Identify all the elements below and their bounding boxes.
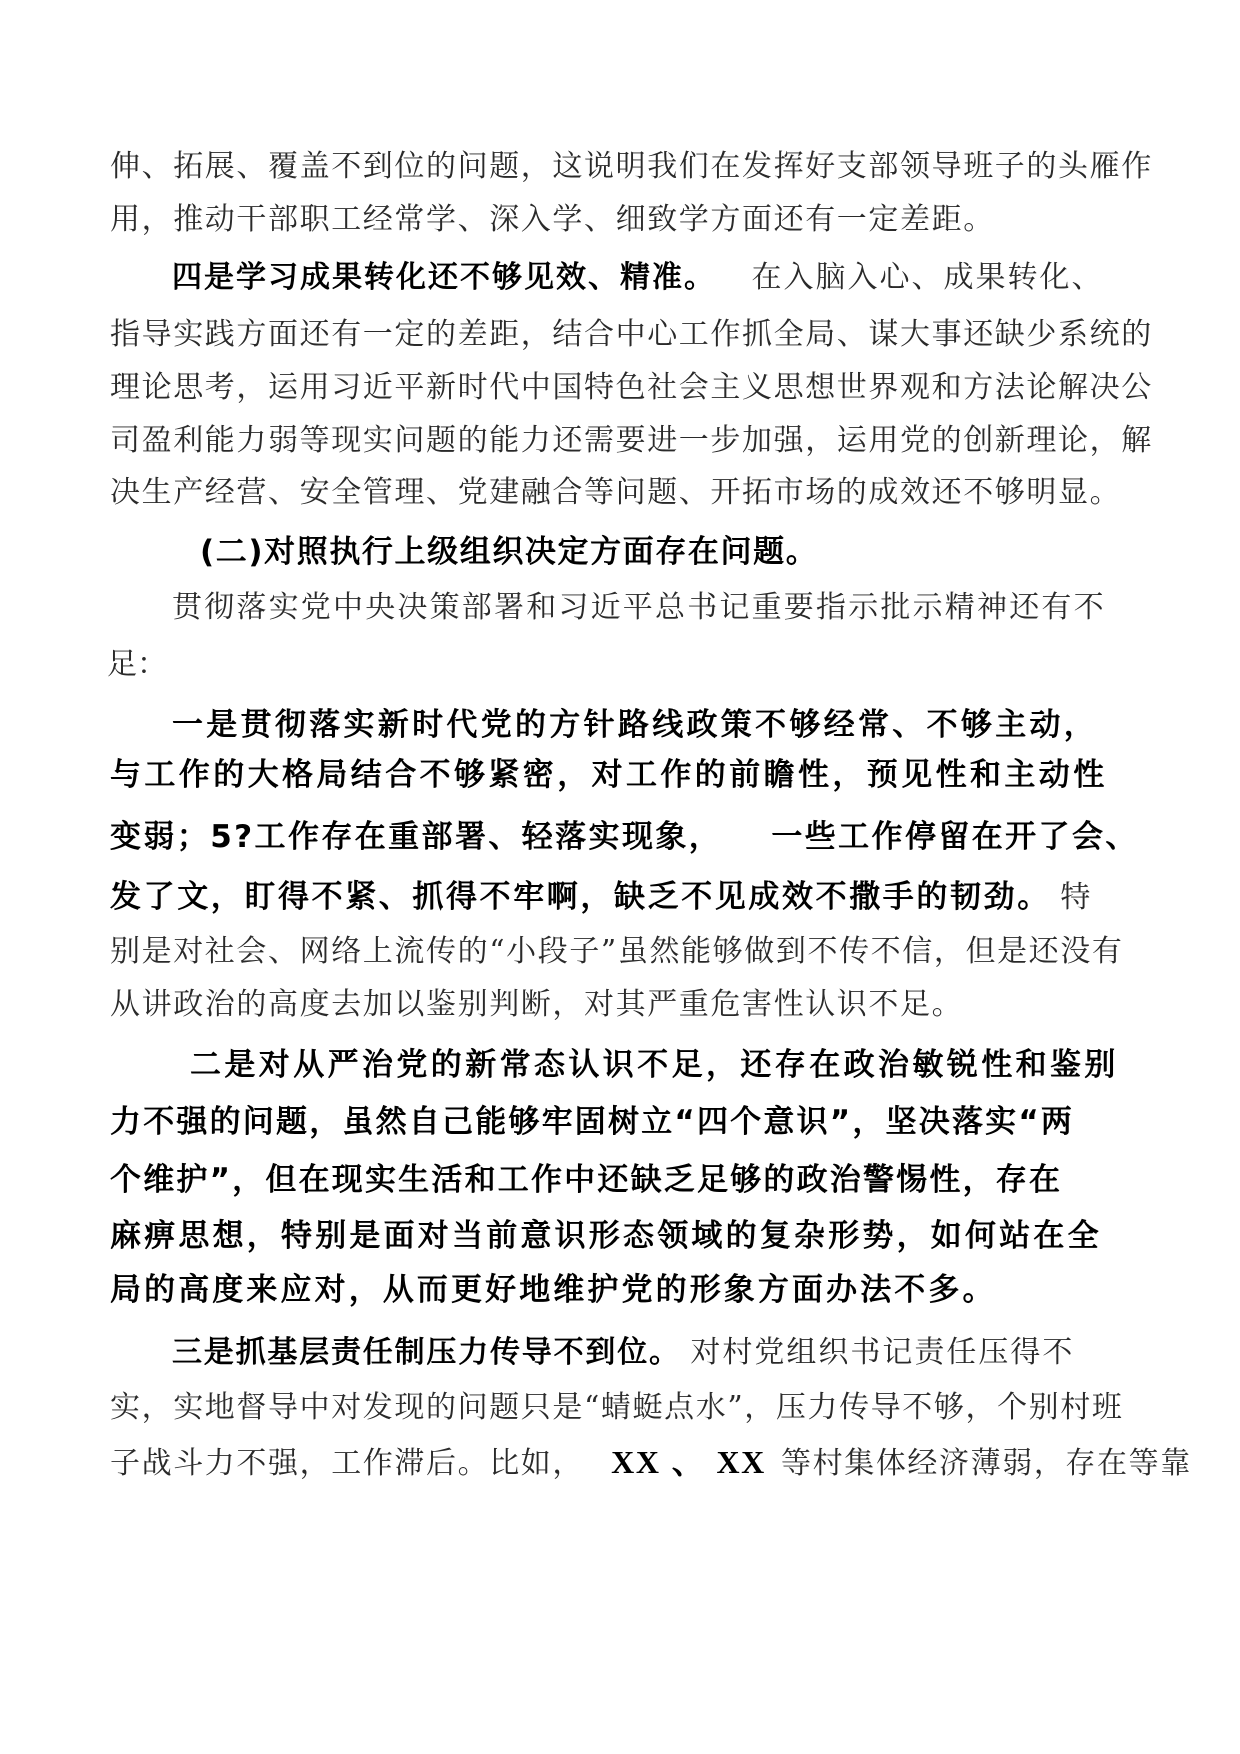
bold-line: 一是贯彻落实新时代党的方针路线政策不够经常、不够主动，	[172, 707, 1099, 743]
text-segment: 等村集体经济薄弱，存在等靠	[781, 1446, 1192, 1481]
bold-line: 麻痹思想，特别是面对当前意识形态领域的复杂形势，如何站在全	[110, 1218, 1102, 1254]
text-segment: 子战斗力不强，工作滞后。比如，	[110, 1446, 584, 1481]
section-heading: (二)对照执行上级组织决定方面存在问题。	[200, 534, 819, 570]
paragraph-line	[110, 1446, 1192, 1479]
text-line: 理论思考，运用习近平新时代中国特色社会主义思想世界观和方法论解决公	[110, 370, 1153, 405]
separator: 、	[671, 1444, 706, 1480]
bold-line	[110, 819, 1139, 855]
paragraph-line	[172, 260, 1104, 295]
bold-line: 局的高度来应对，从而更好地维护党的形象方面办法不多。	[110, 1272, 997, 1308]
text-segment: 一些工作停留在开了会、	[771, 819, 1139, 855]
point-heading: 三是抓基层责任制压力传导不到位。	[172, 1335, 681, 1370]
point-heading: 四是学习成果转化还不够见效、精准。	[172, 260, 716, 295]
text-segment: 特	[1060, 880, 1091, 915]
placeholder-xx: XX	[716, 1444, 766, 1480]
placeholder-xx: XX	[611, 1444, 661, 1480]
text-segment: 变弱；5?工作存在重部署、轻落实现象，	[110, 819, 723, 855]
text-line: 用，推动干部职工经常学、深入学、细致学方面还有一定差距。	[110, 202, 995, 237]
bold-segment: 发了文，盯得不紧、抓得不牢啊，缺乏不见成效不撒手的韧劲。	[110, 879, 1051, 915]
bold-line: 与工作的大格局结合不够紧密，对工作的前瞻性，预见性和主动性	[110, 757, 1108, 793]
text-line: 指导实践方面还有一定的差距，结合中心工作抓全局、谋大事还缺少系统的	[110, 317, 1153, 352]
text-line: 实，实地督导中对发现的问题只是“蜻蜓点水”，压力传导不够，个别村班	[110, 1390, 1124, 1425]
text-line: 别是对社会、网络上流传的“小段子”虽然能够做到不传不信，但是还没有	[110, 934, 1124, 969]
text-line: 从讲政治的高度去加以鉴别判断，对其严重危害性认识不足。	[110, 987, 964, 1022]
text-segment: 对村党组织书记责任压得不	[690, 1335, 1075, 1370]
bold-line: 个维护”，但在现实生活和工作中还缺乏足够的政治警惕性，存在	[110, 1162, 1063, 1198]
paragraph-line	[172, 1335, 1075, 1370]
bold-line: 二是对从严治党的新常态认识不足，还存在政治敏锐性和鉴别	[190, 1047, 1119, 1083]
text-line: 贯彻落实党中央决策部署和习近平总书记重要指示批示精神还有不	[172, 590, 1106, 625]
text-line: 足：	[107, 647, 167, 682]
text-line: 决生产经营、安全管理、党建融合等问题、开拓市场的成效还不够明显。	[110, 475, 1122, 510]
bold-line: 力不强的问题，虽然自己能够牢固树立“四个意识”，坚决落实“两	[110, 1104, 1075, 1140]
text-segment: 在入脑入心、成果转化、	[751, 260, 1104, 295]
paragraph-line	[110, 879, 1091, 915]
text-line: 伸、拓展、覆盖不到位的问题，这说明我们在发挥好支部领导班子的头雁作	[110, 149, 1153, 184]
text-line: 司盈利能力弱等现实问题的能力还需要进一步加强，运用党的创新理论，解	[110, 423, 1153, 458]
